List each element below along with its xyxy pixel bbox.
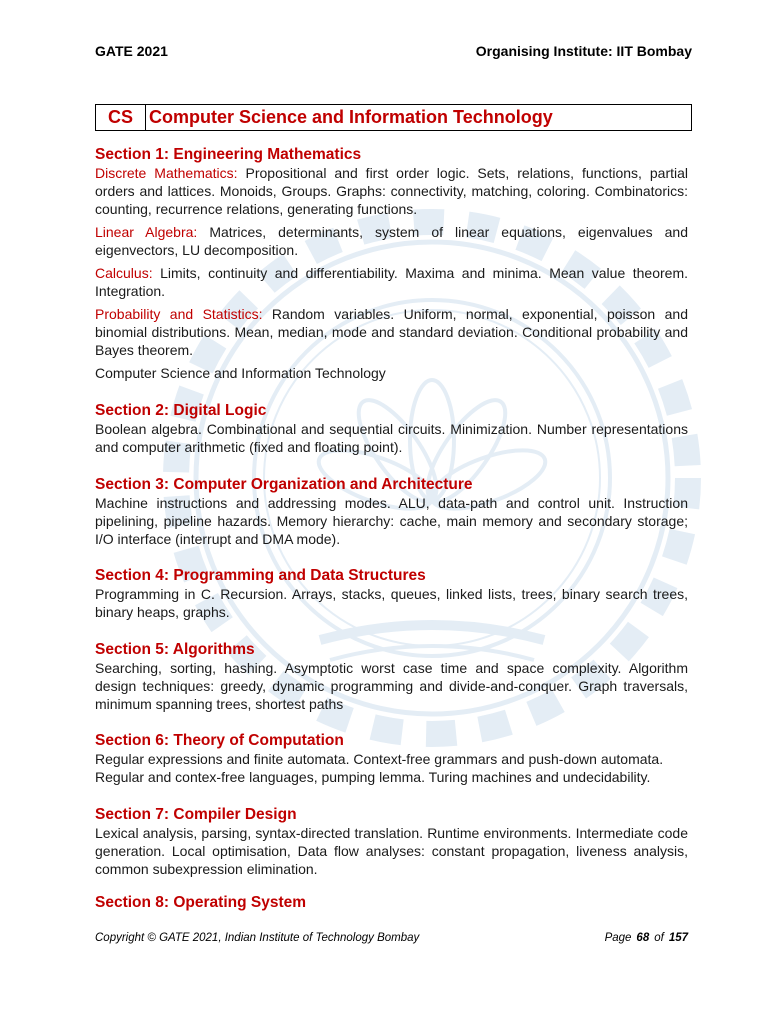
section-body: Searching, sorting, hashing. Asymptotic worst case time and space complexity. Algorithm design techniques: greedy, dynamic programming and divide-and-conquer. Graph traversals, minimum spanning trees, shortest paths bbox=[95, 660, 688, 712]
section-body: Lexical analysis, parsing, syntax-directed translation. Runtime environments. Intermediate code generation. Local optimisation, Data flow analyses: constant propagation, liveness analysis, common subexpression elimination. bbox=[95, 825, 688, 877]
paper-title: Computer Science and Information Technology bbox=[149, 107, 553, 127]
section-heading: Section 1: Engineering Mathematics bbox=[95, 146, 362, 163]
topic-text: Propositional and first order logic. Sets, relations, functions, partial orders and lattices. Monoids, Groups. Graphs: connectivity, matching, coloring. Combinatorics: counting, recurrence relations, generating functions. bbox=[95, 165, 689, 217]
topic-label: Probability and Statistics: bbox=[95, 306, 263, 322]
header-organising-institute: Organising Institute: IIT Bombay bbox=[475, 43, 692, 59]
section-programming-data-structures bbox=[95, 567, 688, 626]
topic-paragraph bbox=[95, 223, 688, 259]
topic-paragraph bbox=[95, 164, 688, 218]
topic-paragraph bbox=[95, 305, 688, 359]
topic-text: Matrices, determinants, system of linear equations, eigenvalues and eigenvectors, LU decomposition. bbox=[95, 224, 689, 258]
topic-label: Discrete Mathematics: bbox=[95, 165, 238, 181]
topic-label: Linear Algebra: bbox=[95, 224, 198, 240]
section-heading: Section 3: Computer Organization and Architecture bbox=[95, 476, 473, 493]
section-theory-of-computation bbox=[95, 732, 688, 791]
header-exam-name: GATE 2021 bbox=[95, 43, 168, 59]
topic-label: Calculus: bbox=[95, 265, 153, 281]
section-computer-organization bbox=[95, 476, 688, 553]
footer-page-number bbox=[605, 930, 688, 946]
section-body: Programming in C. Recursion. Arrays, stacks, queues, linked lists, trees, binary search trees, binary heaps, graphs. bbox=[95, 586, 688, 620]
section-engineering-mathematics bbox=[95, 146, 688, 387]
section-heading: Section 5: Algorithms bbox=[95, 641, 255, 658]
plain-text: Computer Science and Information Technology bbox=[95, 365, 386, 381]
paper-code: CS bbox=[96, 105, 146, 130]
footer-copyright: Copyright © GATE 2021, Indian Institute of Technology Bombay bbox=[95, 932, 420, 944]
page-prefix: Page bbox=[604, 932, 632, 944]
paper-title-box bbox=[95, 104, 692, 131]
section-body: Regular expressions and finite automata. Context-free grammars and push-down automata. Regular and contex-free languages, pumping lemma. Turing machines and undecidability. bbox=[95, 751, 664, 785]
plain-paragraph bbox=[95, 364, 688, 382]
section-algorithms bbox=[95, 641, 688, 718]
topic-paragraph bbox=[95, 264, 688, 300]
section-digital-logic bbox=[95, 402, 688, 461]
section-compiler-design bbox=[95, 806, 688, 883]
section-heading: Section 8: Operating System bbox=[95, 894, 307, 911]
page-total: 157 bbox=[668, 932, 688, 944]
section-body: Machine instructions and addressing modes. ALU, data-path and control unit. Instruction pipelining, pipeline hazards. Memory hierarchy: cache, main memory and secondary storage; I/O interface (interrupt and DMA mode). bbox=[95, 495, 688, 547]
section-heading: Section 6: Theory of Computation bbox=[95, 732, 344, 749]
section-heading: Section 2: Digital Logic bbox=[95, 402, 267, 419]
page-number: 68 bbox=[636, 932, 650, 944]
page-of: of bbox=[654, 932, 664, 944]
topic-text: Limits, continuity and differentiability. Maxima and minima. Mean value theorem. Integration. bbox=[95, 265, 689, 299]
section-heading: Section 4: Programming and Data Structures bbox=[95, 567, 426, 584]
section-operating-system bbox=[95, 894, 688, 912]
section-body: Boolean algebra. Combinational and sequential circuits. Minimization. Number representations and computer arithmetic (fixed and floating point). bbox=[95, 421, 688, 455]
section-heading: Section 7: Compiler Design bbox=[95, 806, 297, 823]
topic-text: Random variables. Uniform, normal, exponential, poisson and binomial distributions. Mean, median, mode and standard deviation. Conditional probability and Bayes theorem. bbox=[95, 306, 689, 358]
